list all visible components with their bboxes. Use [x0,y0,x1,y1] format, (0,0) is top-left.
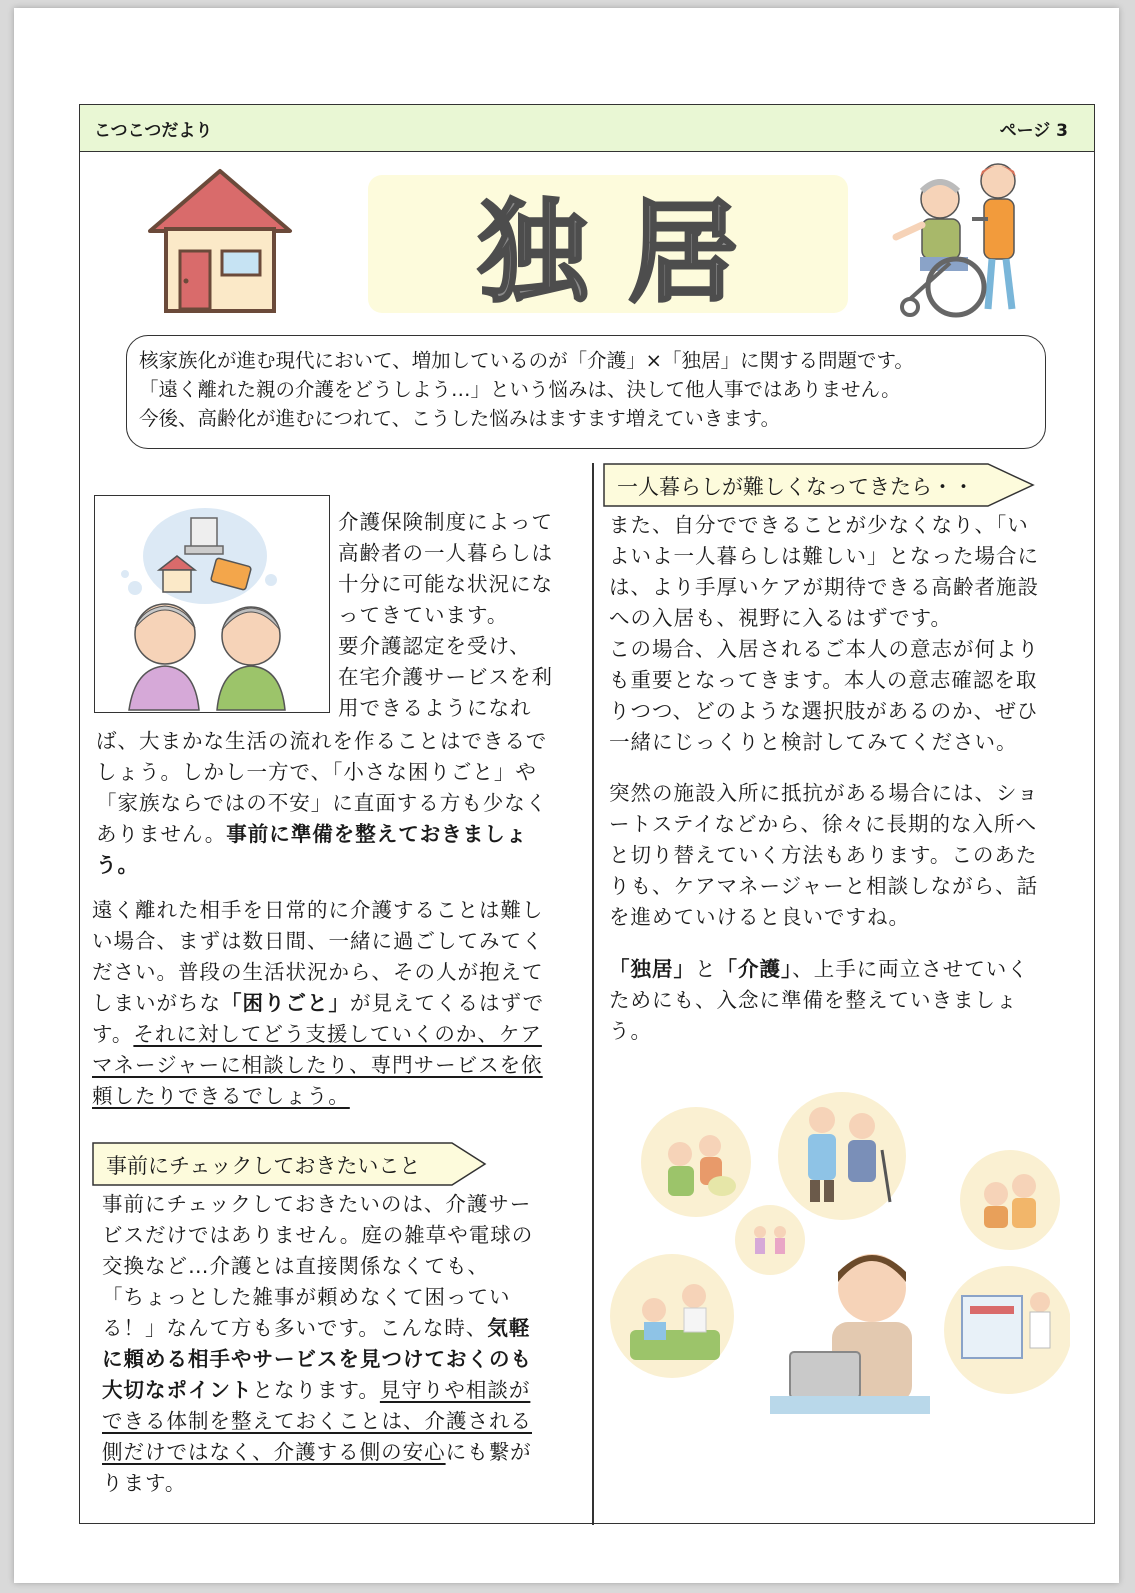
underlined-text: できる体制を整えておくことは、介護される [102,1409,532,1433]
emphasis-text: 事前に準備を整えておきましょ [226,822,528,846]
text-span: にも繋が [445,1440,532,1464]
text-line: 介護保険制度によって [338,510,553,534]
text-line: りも、ケアマネージャーと相談しながら、話 [609,874,1039,898]
text-line: 用できるようになれ [338,696,532,720]
text-line: また、自分でできることが少なくなり、「い [609,513,1029,537]
text-line: と切り替えていく方法もあります。このあた [609,843,1038,867]
emphasis-text: 「独居」 [609,957,695,981]
text-line: ためにも、入念に準備を整えていきましょ [609,988,1018,1012]
underlined-text: 側だけではなく、介護する側の安心 [102,1440,446,1464]
check-banner [92,1142,487,1186]
text-line: 遠く離れた相手を日常的に介護することは難し [92,898,544,922]
left-paragraph-1-wide [96,726,576,881]
underlined-text: 頼したりできるでしょう。 [92,1084,350,1108]
care-services-illustration [610,1090,1070,1430]
text-line: 「家族ならではの不安」に直面する方も少なく [96,791,548,815]
text-line: ば、大まかな生活の流れを作ることはできるで [96,729,548,753]
underlined-text: マネージャーに相談したり、専門サービスを依 [92,1053,543,1077]
text-span: 、上手に両立させていく [792,957,1029,981]
left-paragraph-1-narrow [338,507,578,724]
text-span: しまいがちな [92,991,221,1015]
emphasis-text: 気軽 [487,1316,531,1340]
text-line [96,850,576,881]
living-alone-banner [603,463,1035,507]
living-alone-banner-label: 一人暮らしが難しくなってきたら・・ [617,475,974,499]
text-line: 在宅介護サービスを利 [338,665,553,689]
caregiver-wheelchair-icon [880,159,1030,324]
worried-elderly-illustration [94,495,330,713]
page-title: 独居 [478,189,778,317]
left-paragraph-2 [92,895,582,1112]
text-line: 一緒にじっくりと検討してみてください。 [609,730,1018,754]
text-line [96,819,576,850]
text-span: す。 [92,1022,134,1046]
text-line: ださい。普段の生活状況から、その人が抱えて [92,960,544,984]
check-banner-label: 事前にチェックしておきたいこと [106,1154,421,1178]
text-line: ビスだけではありません。庭の雑草や電球の [102,1223,534,1247]
text-line [92,988,582,1019]
text-line [102,1344,572,1375]
text-line: う。 [609,1019,652,1043]
text-line: 十分に可能な状況にな [338,572,553,596]
intro-line: 「遠く離れた親の介護をどうしよう…」という悩みは、決して他人事ではありません。 [139,378,901,401]
text-line: この場合、入居されるご本人の意志が何より [609,637,1039,661]
worried-couple-icon [95,496,328,711]
text-line [609,954,1069,985]
right-paragraph-1 [609,510,1069,758]
text-line: 事前にチェックしておきたいのは、介護サー [102,1192,532,1216]
page-number: ページ 3 [999,120,1068,141]
text-line [102,1375,572,1406]
intro-box [126,335,1046,449]
column-divider [592,463,594,1525]
text-line: への入居も、視野に入るはずです。 [609,606,952,630]
text-line: 高齢者の一人暮らしは [338,541,553,565]
text-span: ありません。 [96,822,227,846]
intro-line: 今後、高齢化が進むにつれて、こうした悩みはますます増えていきます。 [139,407,781,430]
underlined-text: それに対してどう支援していくのか、ケア [133,1022,542,1046]
text-line: を進めていけると良いですね。 [609,905,910,929]
left-paragraph-3 [102,1189,572,1499]
emphasis-text: に頼める相手やサービスを見つけておくのも [102,1347,532,1371]
text-span: と [695,957,717,981]
text-line: よいよ一人暮らしは難しい」となった場合に [609,544,1039,568]
text-line: ートステイなどから、徐々に長期的な入所へ [609,812,1037,836]
emphasis-text: 「困りごと」 [221,991,350,1015]
text-line [92,1019,582,1050]
text-span: となります。 [252,1378,380,1402]
emphasis-text: 大切なポイント [102,1378,253,1402]
emphasis-text: 「介護」 [716,957,793,981]
text-line: 要介護認定を受け、 [338,634,531,658]
page-frame [79,104,1095,1524]
title-panel [368,175,848,317]
intro-line: 核家族化が進む現代において、増加しているのが「介護」×「独居」に関する問題です。 [139,349,914,372]
text-line [102,1313,572,1344]
text-line: しょう。しかし一方で、「小さな困りごと」や [96,760,537,784]
right-paragraph-3 [609,954,1069,1047]
text-line: 突然の施設入所に抵抗がある場合には、ショ [609,781,1039,805]
text-line: は、より手厚いケアが期待できる高齢者施設 [609,575,1039,599]
newsletter-page [14,8,1119,1583]
text-line: ってきています。 [338,603,509,627]
text-line [102,1437,572,1468]
house-icon [146,167,294,315]
underlined-text: 見守りや相談が [379,1378,531,1402]
text-line: ります。 [102,1471,187,1495]
text-line: 「ちょっとした雑事が頼めなくて困ってい [102,1285,511,1309]
text-line: 交換など…介護とは直接関係なくても、 [102,1254,489,1278]
header-bar [80,105,1094,152]
text-line: りつつ、どのような選択肢があるのか、ぜひ [609,699,1039,723]
text-span: る！」なんて方も多いです。こんな時、 [102,1316,488,1340]
emphasis-text: う。 [96,853,139,877]
text-span: が見えてくるはずで [350,991,545,1015]
text-line: い場合、まずは数日間、一緒に過ごしてみてく [92,929,544,953]
text-line: も重要となってきます。本人の意志確認を取 [609,668,1038,692]
right-paragraph-2 [609,778,1069,933]
newsletter-name: こつこつだより [94,120,213,141]
